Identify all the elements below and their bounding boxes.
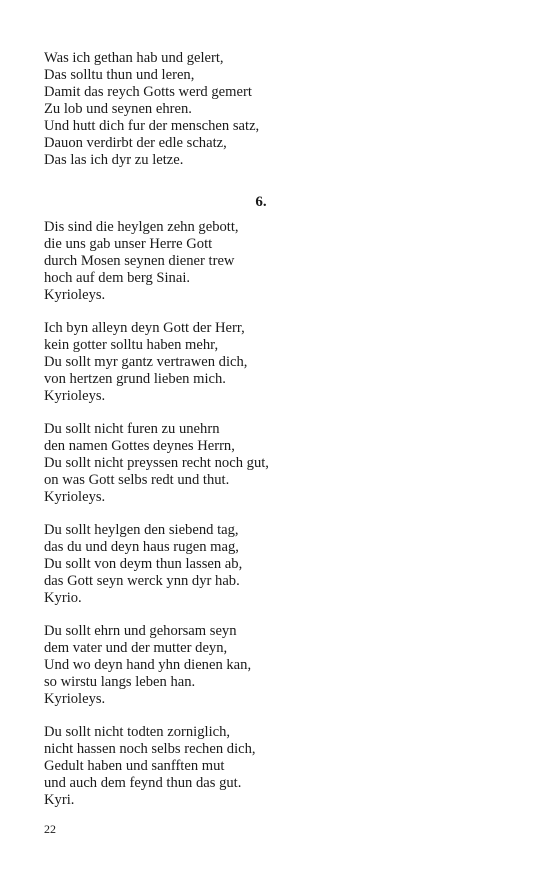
verse-line: on was Gott selbs redt und thut. (44, 472, 230, 488)
stanza-1 (44, 219, 504, 304)
verse-line: von hertzen grund lieben mich. (44, 371, 226, 387)
verse-line: das Gott seyn werck ynn dyr hab. (44, 573, 240, 589)
verse-line: Du sollt nicht preyssen recht noch gut, (44, 455, 269, 471)
verse-line: Gedult haben und sanfften mut (44, 758, 225, 774)
verse-line: Ich byn alleyn deyn Gott der Herr, (44, 320, 245, 336)
refrain-line: Kyrioleys. (44, 489, 106, 505)
verse-line: Und wo deyn hand yhn dienen kan, (44, 657, 252, 673)
stanza-6 (44, 724, 504, 809)
verse-line: Du sollt heylgen den siebend tag, (44, 522, 239, 538)
verse-line: Du sollt myr gantz vertrawen dich, (44, 354, 248, 370)
refrain-line: Kyrioleys. (44, 287, 106, 303)
verse-line: die uns gab unser Herre Gott (44, 236, 213, 252)
page-body (44, 50, 504, 809)
refrain-line: Kyrioleys. (44, 388, 106, 404)
verse-line: Und hutt dich fur der menschen satz, (44, 118, 260, 134)
verse-line: Das las ich dyr zu letze. (44, 152, 184, 168)
verse-line: Was ich gethan hab und gelert, (44, 50, 224, 66)
verse-line: Zu lob und seynen ehren. (44, 101, 192, 117)
verse-line: und auch dem feynd thun das gut. (44, 775, 242, 791)
stanza-3 (44, 421, 504, 506)
verse-line: Damit das reych Gotts werd gemert (44, 84, 252, 100)
stanza-4 (44, 522, 504, 607)
stanza-2 (44, 320, 504, 405)
verse-line: Du sollt nicht todten zorniglich, (44, 724, 231, 740)
previous-hymn-final-stanza (44, 50, 504, 169)
verse-line: das du und deyn haus rugen mag, (44, 539, 239, 555)
hymn-number: 6. (255, 194, 267, 210)
verse-line: durch Mosen seynen diener trew (44, 253, 235, 269)
refrain-line: Kyrio. (44, 590, 82, 606)
verse-line: Das solltu thun und leren, (44, 67, 195, 83)
verse-line: Du sollt ehrn und gehorsam seyn (44, 623, 237, 639)
verse-line: den namen Gottes deynes Herrn, (44, 438, 235, 454)
hymn-text (44, 219, 504, 809)
refrain-line: Kyri. (44, 792, 75, 808)
verse-line: hoch auf dem berg Sinai. (44, 270, 191, 286)
stanza-5 (44, 623, 504, 708)
verse-line: so wirstu langs leben han. (44, 674, 196, 690)
verse-line: kein gotter solltu haben mehr, (44, 337, 219, 353)
refrain-line: Kyrioleys. (44, 691, 106, 707)
verse-line: Dauon verdirbt der edle schatz, (44, 135, 227, 151)
verse-line: dem vater und der mutter deyn, (44, 640, 228, 656)
verse-line: Dis sind die heylgen zehn gebott, (44, 219, 239, 235)
verse-line: Du sollt nicht furen zu unehrn (44, 421, 220, 437)
verse-line: Du sollt von deym thun lassen ab, (44, 556, 243, 572)
verse-line: nicht hassen noch selbs rechen dich, (44, 741, 256, 757)
page-number: 22 (44, 822, 56, 836)
